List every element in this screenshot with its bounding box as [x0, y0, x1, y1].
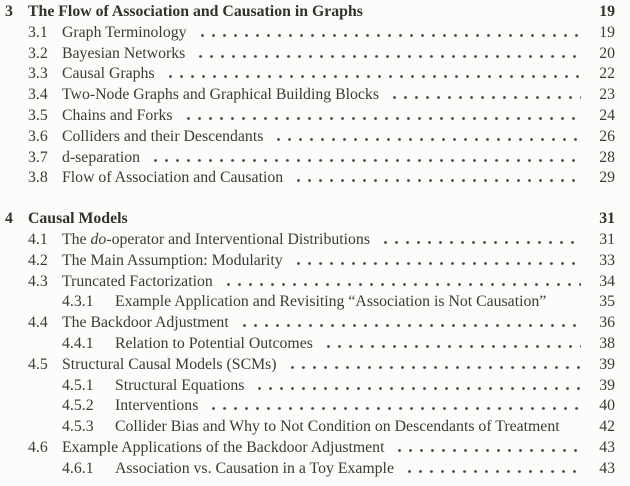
- toc-entry-3.6[interactable]: [5, 127, 615, 148]
- dot-leader: [392, 449, 581, 452]
- entry-number: 4.2: [28, 251, 48, 269]
- entry-title: [62, 230, 370, 251]
- entry-number: 4.5.3: [62, 418, 94, 436]
- toc-entry-4.6.1[interactable]: [5, 459, 615, 480]
- toc-entry-4.1[interactable]: [5, 230, 615, 251]
- entry-number: 3.8: [28, 169, 48, 187]
- entry-number: 3: [5, 3, 13, 20]
- toc-entry-4.3[interactable]: [5, 272, 615, 293]
- dot-leader: [378, 241, 581, 244]
- entry-title-segment: The Backdoor Adjustment: [62, 314, 229, 332]
- entry-page-number: 43: [599, 459, 615, 477]
- entry-title: [62, 251, 283, 272]
- dot-leader: [163, 75, 581, 78]
- entry-number: 3.7: [28, 148, 48, 166]
- dot-leader: [402, 470, 581, 473]
- entry-page-number: 24: [599, 106, 615, 124]
- dot-leader: [148, 159, 581, 162]
- entry-title-segment: d-separation: [62, 148, 141, 166]
- dot-leader: [554, 303, 581, 306]
- entry-title: [115, 396, 198, 417]
- entry-number: 4.6.1: [62, 459, 94, 477]
- dot-leader: [252, 387, 581, 390]
- entry-title-segment: Flow of Association and Causation: [62, 169, 284, 187]
- entry-page-number: 22: [599, 65, 615, 83]
- entry-title: [62, 127, 263, 148]
- entry-page-number: 29: [599, 169, 615, 187]
- entry-title: [115, 334, 313, 355]
- entry-title: [62, 44, 185, 65]
- dot-leader: [195, 34, 581, 37]
- dot-leader: [181, 117, 581, 120]
- toc-entry-4.5[interactable]: [5, 355, 615, 376]
- entry-title-segment: Chains and Forks: [62, 106, 173, 124]
- entry-title: [62, 438, 384, 459]
- entry-number: 3.4: [28, 86, 48, 104]
- dot-leader: [291, 179, 581, 182]
- entry-number: 4.1: [28, 230, 48, 248]
- entry-title: [62, 106, 173, 127]
- entry-number: 4.4: [28, 314, 48, 332]
- entry-page-number: 26: [599, 127, 615, 145]
- entry-page-number: 19: [599, 3, 615, 20]
- entry-title: [62, 23, 187, 44]
- toc-entry-4.2[interactable]: [5, 251, 615, 272]
- entry-number: 3.5: [28, 106, 48, 124]
- entry-page-number: 19: [599, 23, 615, 41]
- dot-leader: [206, 407, 581, 410]
- entry-title: [62, 85, 379, 106]
- entry-page-number: 33: [599, 251, 615, 269]
- toc-entry-3.7[interactable]: [5, 148, 615, 169]
- table-of-contents: [5, 2, 615, 480]
- entry-title-segment: Relation to Potential Outcomes: [115, 334, 313, 352]
- toc-entry-4.6[interactable]: [5, 438, 615, 459]
- toc-entry-4.4[interactable]: [5, 313, 615, 334]
- dot-leader: [568, 428, 581, 431]
- entry-title-segment: The Main Assumption: Modularity: [62, 251, 283, 269]
- entry-title-segment: Causal Graphs: [62, 65, 155, 83]
- entry-number: 3.1: [28, 23, 48, 41]
- toc-entry-4.4.1[interactable]: [5, 334, 615, 355]
- entry-title: [115, 376, 244, 397]
- dot-leader: [321, 345, 581, 348]
- entry-page-number: 43: [599, 438, 615, 456]
- entry-number: 3.3: [28, 65, 48, 83]
- entry-page-number: 28: [599, 148, 615, 166]
- dot-leader: [193, 55, 581, 58]
- entry-title-segment: The: [62, 230, 91, 248]
- entry-title-segment: Structural Equations: [115, 376, 245, 394]
- toc-entry-4.5.3[interactable]: [5, 417, 615, 438]
- toc-entry-3.2[interactable]: [5, 44, 615, 65]
- toc-entry-3.5[interactable]: [5, 106, 615, 127]
- entry-title-segment: Bayesian Networks: [62, 44, 186, 62]
- entry-title-segment: Example Application and Revisiting “Association is Not Causation”: [115, 293, 547, 311]
- dot-leader: [387, 96, 581, 99]
- toc-entry-4.5.1[interactable]: [5, 376, 615, 397]
- entry-title-segment: Causal Models: [28, 210, 128, 228]
- toc-entry-3.4[interactable]: [5, 85, 615, 106]
- dot-leader: [271, 138, 581, 141]
- dot-leader: [136, 220, 581, 223]
- entry-page-number: 23: [599, 86, 615, 104]
- entry-title: [62, 168, 283, 189]
- entry-number: 4.3.1: [62, 293, 94, 311]
- entry-title-segment: Colliders and their Descendants: [62, 127, 264, 145]
- toc-entry-4[interactable]: [5, 209, 615, 230]
- entry-title-segment: Example Applications of the Backdoor Adjustment: [62, 438, 385, 456]
- entry-page-number: 31: [599, 230, 615, 248]
- entry-page-number: 42: [599, 418, 615, 436]
- entry-page-number: 34: [599, 272, 615, 290]
- entry-title: [62, 64, 155, 85]
- entry-number: 4.5.1: [62, 376, 94, 394]
- dot-leader: [237, 324, 581, 327]
- entry-number: 4.5.2: [62, 397, 94, 415]
- entry-page-number: 39: [599, 355, 615, 373]
- toc-entry-3.1[interactable]: [5, 23, 615, 44]
- entry-page-number: 31: [599, 210, 615, 228]
- entry-title-italic-segment: do: [90, 230, 107, 248]
- entry-title-segment: -operator and Interventional Distributions: [106, 230, 370, 248]
- entry-title-segment: Two-Node Graphs and Graphical Building Blocks: [62, 86, 379, 104]
- toc-entry-3.3[interactable]: [5, 64, 615, 85]
- entry-title-segment: Collider Bias and Why to Not Condition on Descendants of Treatment: [115, 418, 560, 436]
- entry-title: [115, 292, 546, 313]
- entry-title: [62, 355, 277, 376]
- entry-title-segment: Interventions: [115, 397, 199, 415]
- dot-leader: [371, 13, 581, 16]
- entry-page-number: 40: [599, 397, 615, 415]
- entry-number: 3.6: [28, 127, 48, 145]
- entry-title: [115, 417, 560, 438]
- toc-entry-3.8[interactable]: [5, 168, 615, 189]
- entry-number: 3.2: [28, 44, 48, 62]
- entry-title-segment: The Flow of Association and Causation in Graphs: [28, 3, 363, 20]
- toc-entry-3[interactable]: [5, 2, 615, 23]
- entry-page-number: 36: [599, 314, 615, 332]
- entry-title-segment: Structural Causal Models (SCMs): [62, 355, 277, 373]
- entry-page-number: 38: [599, 334, 615, 352]
- dot-leader: [285, 366, 581, 369]
- entry-page-number: 35: [599, 293, 615, 311]
- entry-title: [62, 313, 229, 334]
- entry-page-number: 39: [599, 376, 615, 394]
- entry-number: 4.5: [28, 355, 48, 373]
- entry-number: 4.4.1: [62, 334, 94, 352]
- entry-number: 4: [5, 210, 13, 228]
- entry-title-segment: Association vs. Causation in a Toy Example: [115, 459, 394, 477]
- entry-title: [28, 209, 128, 230]
- dot-leader: [221, 283, 581, 286]
- entry-title-segment: Graph Terminology: [62, 23, 187, 41]
- entry-page-number: 20: [599, 44, 615, 62]
- entry-title: [62, 148, 140, 169]
- toc-entry-4.5.2[interactable]: [5, 396, 615, 417]
- entry-title: [28, 2, 363, 23]
- toc-entry-4.3.1[interactable]: [5, 292, 615, 313]
- dot-leader: [291, 262, 581, 265]
- entry-title: [62, 272, 213, 293]
- entry-number: 4.3: [28, 272, 48, 290]
- entry-title: [115, 459, 394, 480]
- entry-title-segment: Truncated Factorization: [62, 272, 213, 290]
- entry-number: 4.6: [28, 438, 48, 456]
